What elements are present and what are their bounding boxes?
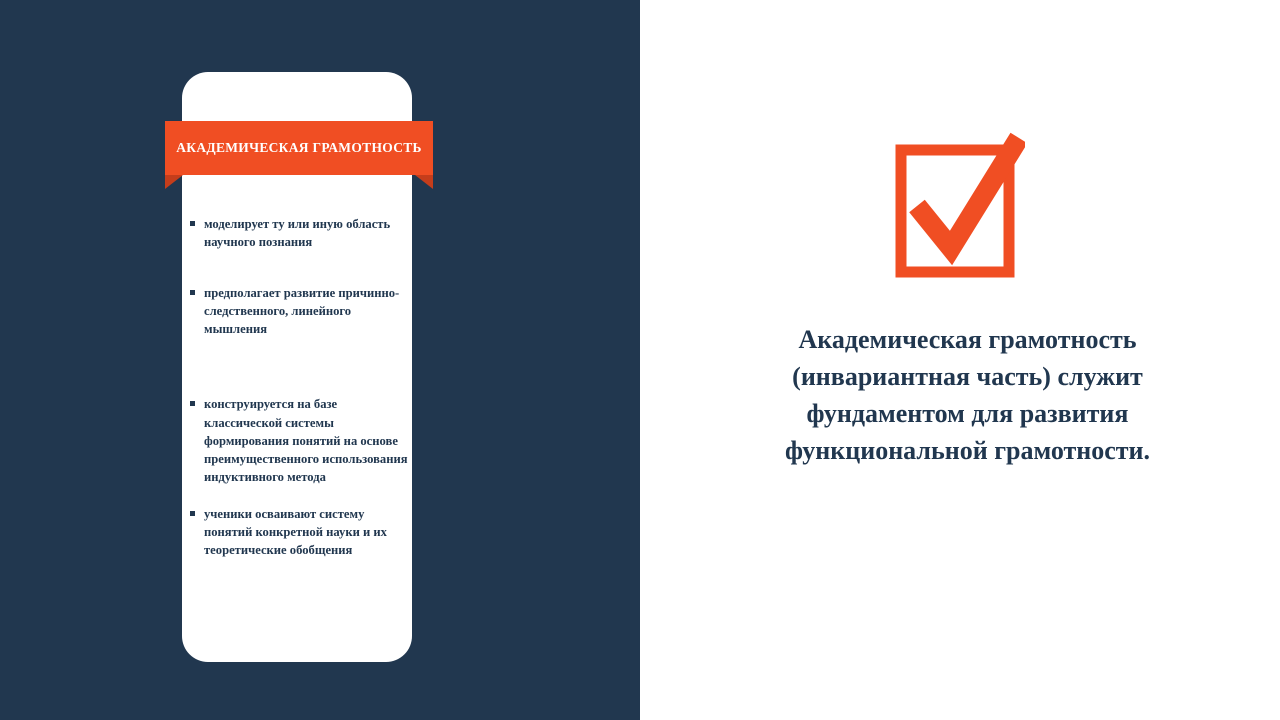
ribbon-title: АКАДЕМИЧЕСКАЯ ГРАМОТНОСТЬ: [176, 139, 422, 155]
statement-text: Академическая грамотность (инвариантная часть) служит фундаментом для развития функциональной грамотности.: [784, 325, 1151, 465]
ribbon-tail-left: [165, 175, 183, 189]
list-item: [190, 284, 408, 339]
ribbon-banner: [165, 121, 433, 175]
right-panel: [640, 0, 1280, 720]
list-item-label: ученики осваивают систему понятий конкретной науки и их теоретические обобщения: [204, 506, 387, 557]
list-item-label: предполагает развитие причинно-следственного, линейного мышления: [204, 285, 400, 336]
bullet-list: [190, 215, 408, 559]
list-item: [190, 395, 408, 486]
bullet-square-icon: [190, 511, 195, 516]
ribbon-tail-right: [415, 175, 433, 189]
list-item: [190, 215, 408, 252]
list-item-label: конструируется на базе классической системы формирования понятий на основе преимущественного использования индуктивного метода: [204, 397, 408, 485]
bullet-square-icon: [190, 290, 195, 295]
list-item-label: моделирует ту или иную область научного познания: [204, 217, 391, 250]
bullet-square-icon: [190, 221, 195, 226]
checkbox-check-icon: [895, 128, 1025, 283]
list-item: [190, 505, 408, 560]
bullet-square-icon: [190, 401, 195, 406]
